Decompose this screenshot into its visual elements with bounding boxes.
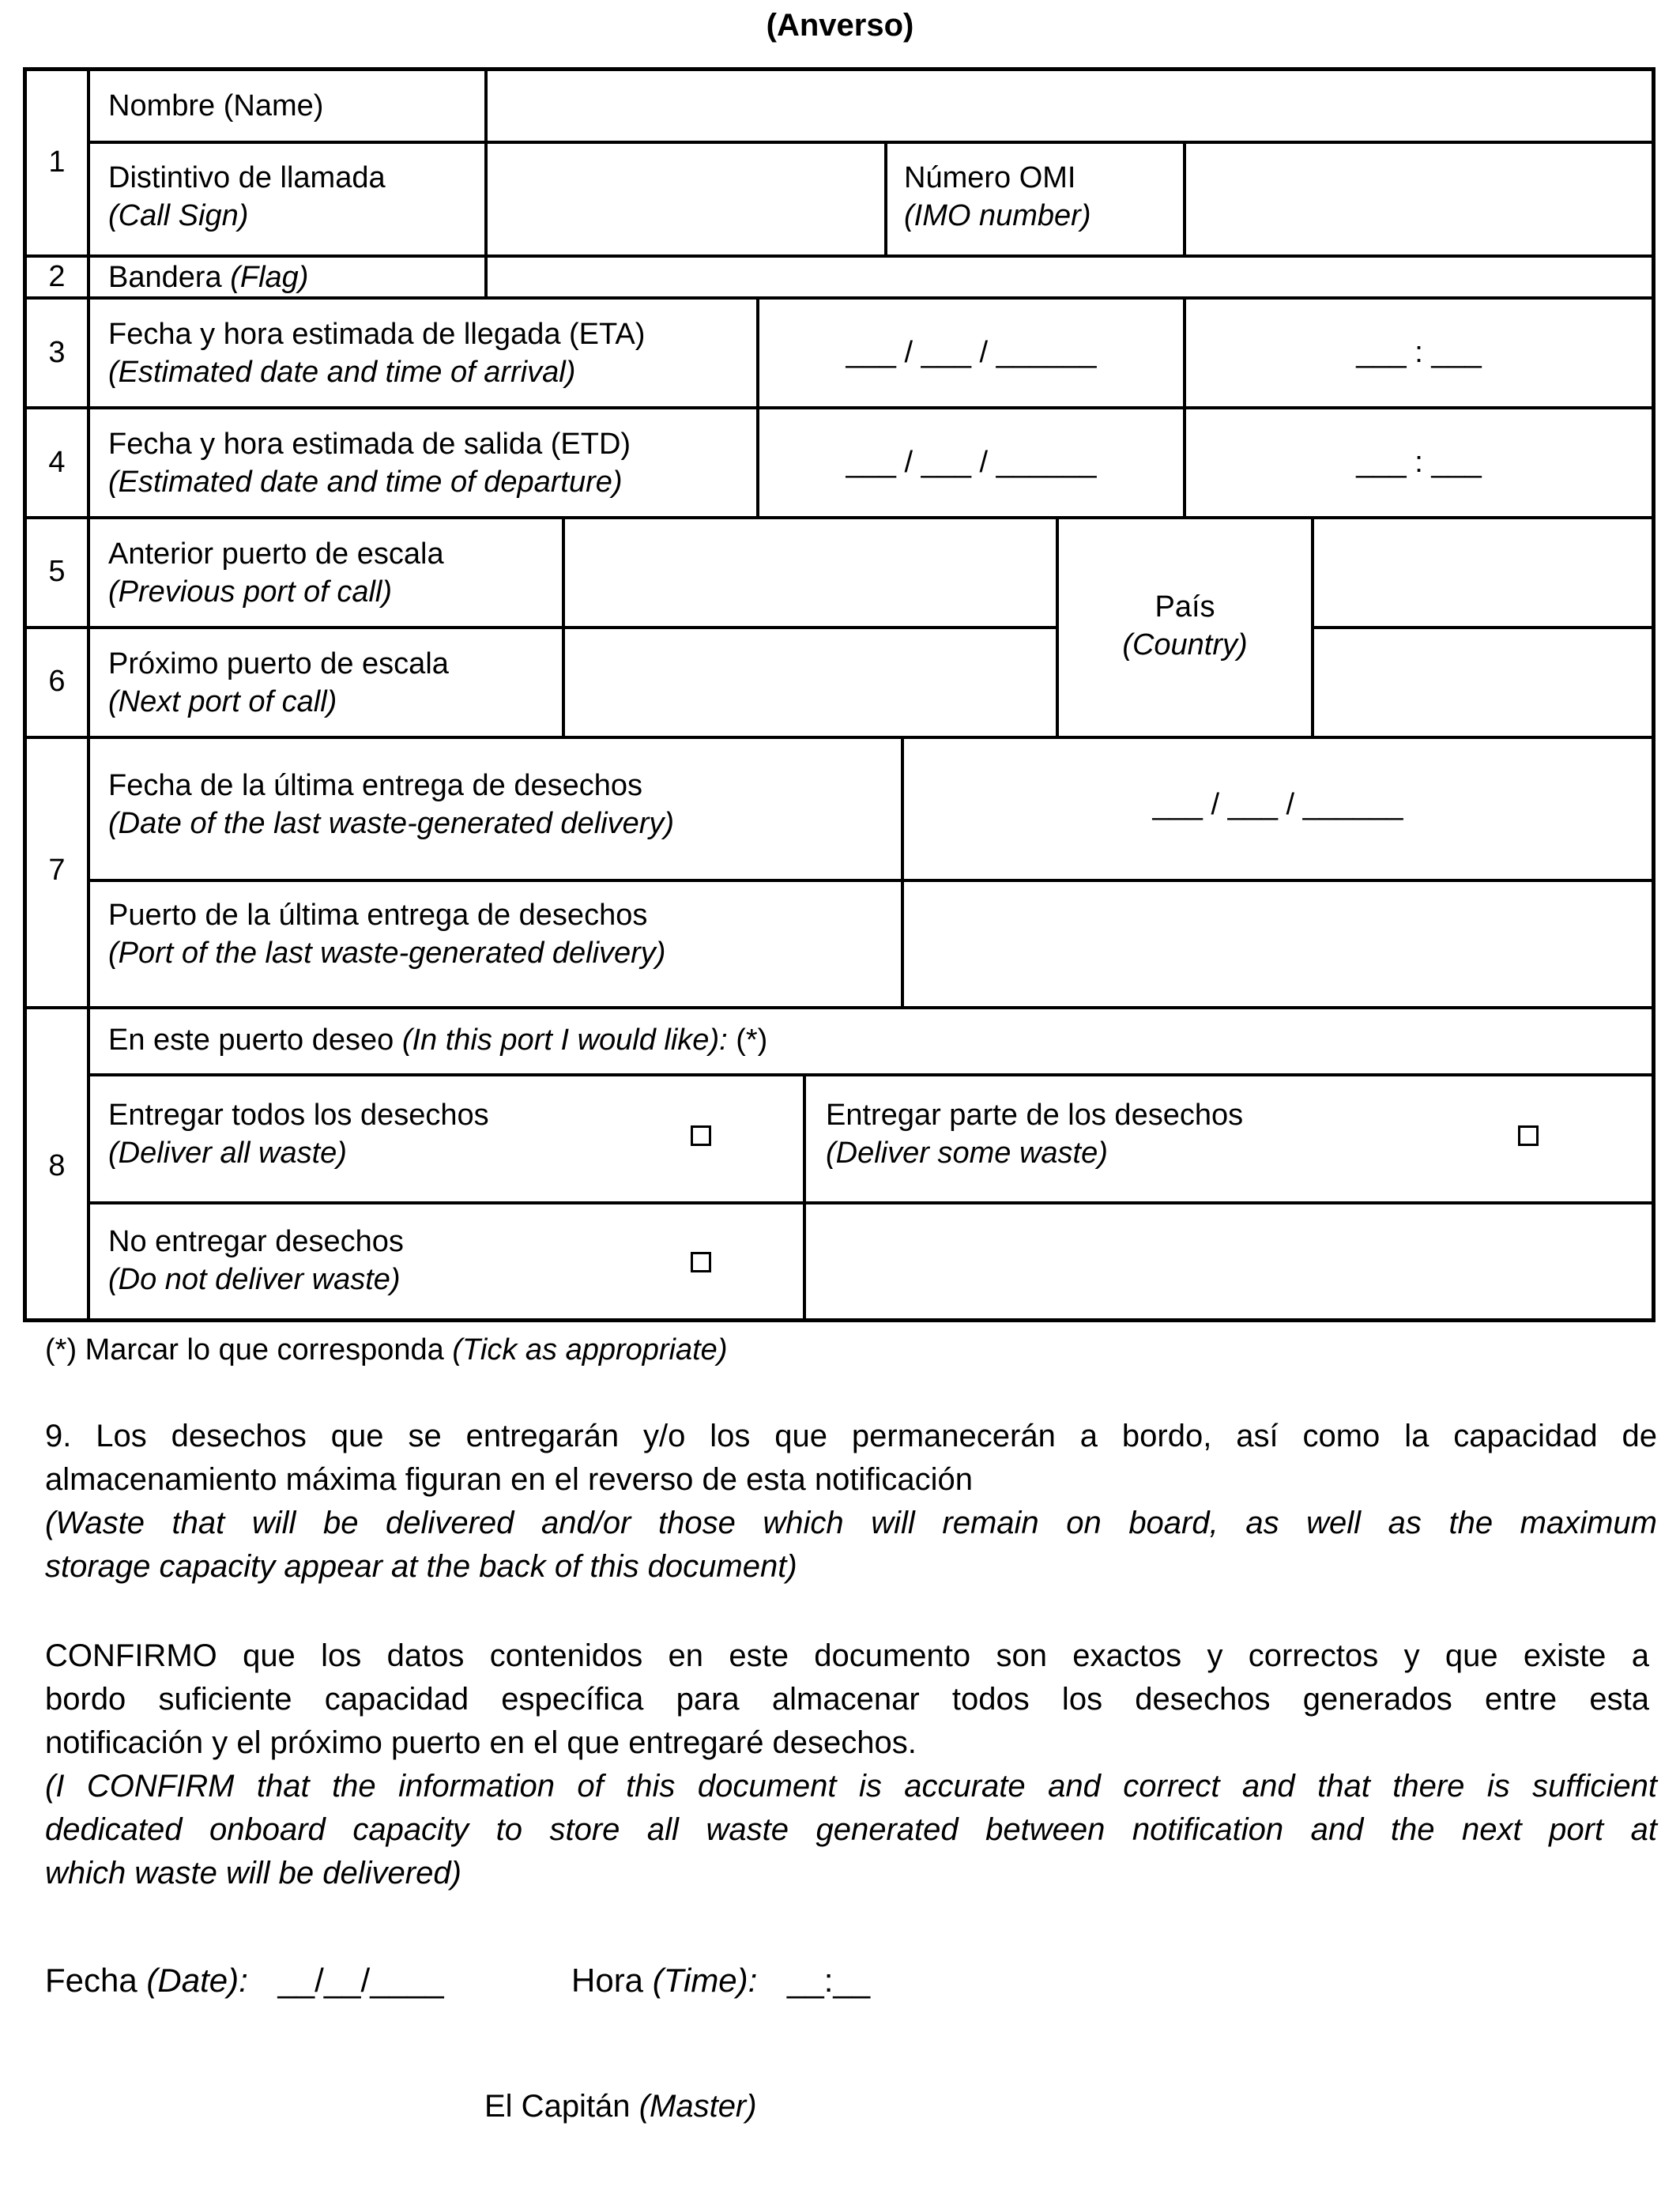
label-en: (Call Sign) xyxy=(108,199,249,232)
imo-label xyxy=(904,159,1090,235)
label-en: (Do not deliver waste) xyxy=(108,1263,401,1296)
deliver-all-label xyxy=(108,1096,489,1172)
col-divider xyxy=(756,296,759,516)
next-port-field[interactable] xyxy=(565,629,1056,736)
label-en: (IMO number) xyxy=(904,199,1091,232)
text-line: almacenamiento máxima figuran en el reverso de esta notificación xyxy=(45,1462,973,1497)
footnote-en: (Tick as appropriate) xyxy=(452,1333,728,1367)
label-en: (Estimated date and time of departure) xyxy=(108,466,623,499)
no-deliver-label xyxy=(108,1223,404,1299)
text-line: 9. Los desechos que se entregarán y/o los que permanecerán a bordo, así como la capacidad de xyxy=(45,1419,1657,1453)
row-divider xyxy=(27,736,1652,739)
row-number: 3 xyxy=(48,336,66,369)
eta-date-field[interactable]: ___ / ___ / ______ xyxy=(846,336,1097,369)
row-number: 5 xyxy=(48,555,66,588)
eta-time-field[interactable]: ___ : ___ xyxy=(1356,336,1482,369)
page-header: (Anverso) xyxy=(766,8,914,43)
sign-date xyxy=(45,1958,444,2002)
label-en: (Date of the last waste-generated delivery) xyxy=(108,807,675,840)
row-number: 8 xyxy=(48,1149,66,1182)
label-es: Distintivo de llamada xyxy=(108,161,386,194)
label-en: (In this port I would like): xyxy=(401,1023,728,1057)
text-line: notificación y el próximo puerto en el que entregaré desechos. xyxy=(45,1725,917,1760)
next-port-label xyxy=(108,645,449,721)
sign-date-field[interactable]: __/__/____ xyxy=(277,1962,444,1999)
footnote-mark: (*) xyxy=(736,1023,768,1057)
number-column-divider xyxy=(87,71,90,1318)
row-number: 4 xyxy=(48,446,66,479)
text-line: dedicated onboard capacity to store all waste generated between notification and the next port at xyxy=(45,1812,1657,1847)
confirmation-paragraph-en xyxy=(45,1765,1657,1895)
previous-port-field[interactable] xyxy=(565,519,1056,626)
label-es: Próximo puerto de escala xyxy=(108,647,449,680)
label-es: Hora xyxy=(571,1962,644,1999)
label-es: No entregar desechos xyxy=(108,1225,404,1258)
label-es: Fecha y hora estimada de salida (ETD) xyxy=(108,428,631,461)
footnote-es: (*) Marcar lo que corresponda xyxy=(45,1333,444,1367)
paragraph-9 xyxy=(45,1415,1657,1589)
label-en: (Name) xyxy=(223,89,324,123)
label-en: (Port of the last waste-generated delivery) xyxy=(108,937,666,970)
label-en: (Date): xyxy=(146,1962,248,1999)
master-signature xyxy=(484,2085,757,2128)
deliver-some-label xyxy=(826,1096,1243,1172)
label-es: Bandera xyxy=(108,261,222,294)
flag-label xyxy=(108,258,308,296)
row-number: 6 xyxy=(48,665,66,698)
row-number: 2 xyxy=(48,260,66,293)
label-en: (Deliver all waste) xyxy=(108,1137,347,1170)
label-en: (Deliver some waste) xyxy=(826,1137,1108,1170)
label-en: (Next port of call) xyxy=(108,685,337,718)
callsign-field[interactable] xyxy=(488,144,884,254)
text-line: CONFIRMO que los datos contenidos en este documento son exactos y correctos y que existe a xyxy=(45,1638,1649,1673)
etd-label xyxy=(108,425,631,501)
label-en: (Time): xyxy=(652,1962,758,1999)
deliver-some-checkbox[interactable] xyxy=(1518,1125,1539,1146)
sign-time-field[interactable]: __:__ xyxy=(787,1962,871,1999)
label-en: (Master) xyxy=(638,2089,757,2124)
label-es: País xyxy=(1155,590,1215,624)
row-number: 1 xyxy=(48,145,66,179)
eta-label xyxy=(108,315,645,391)
row-divider xyxy=(27,296,1652,300)
row-number: 7 xyxy=(48,854,66,887)
country-label xyxy=(1059,588,1311,664)
label-en: (Flag) xyxy=(230,261,309,294)
no-deliver-checkbox[interactable] xyxy=(691,1252,711,1272)
flag-field[interactable] xyxy=(488,258,1652,296)
last-delivery-date-label xyxy=(108,767,674,843)
col-divider xyxy=(803,1073,806,1318)
label-es: Fecha y hora estimada de llegada (ETA) xyxy=(108,318,646,351)
etd-time-field[interactable]: ___ : ___ xyxy=(1356,446,1482,479)
label-es: Anterior puerto de escala xyxy=(108,537,444,571)
last-delivery-port-label xyxy=(108,896,665,972)
label-es: Entregar parte de los desechos xyxy=(826,1099,1244,1132)
label-es: Número OMI xyxy=(904,161,1076,194)
label-es: Entregar todos los desechos xyxy=(108,1099,489,1132)
footnote xyxy=(45,1331,727,1369)
imo-field[interactable] xyxy=(1186,144,1652,254)
notification-table xyxy=(23,67,1656,1322)
row-divider xyxy=(90,1201,1652,1204)
label-es: Fecha xyxy=(45,1962,137,1999)
last-delivery-date-field[interactable]: ___ / ___ / ______ xyxy=(1152,788,1403,821)
deliver-all-checkbox[interactable] xyxy=(691,1125,711,1146)
text-line: bordo suficiente capacidad específica para almacenar todos los desechos generados entre esta xyxy=(45,1682,1649,1717)
last-delivery-port-field[interactable] xyxy=(904,882,1652,1006)
row-divider xyxy=(90,1073,1652,1076)
label-en: (Estimated date and time of arrival) xyxy=(108,356,576,389)
row-divider xyxy=(27,1006,1652,1009)
col-divider xyxy=(884,141,887,254)
text-line: storage capacity appear at the back of this document) xyxy=(45,1549,797,1584)
text-line: (Waste that will be delivered and/or those which will remain on board, as well as the maximum xyxy=(45,1506,1657,1540)
label-es: Fecha de la última entrega de desechos xyxy=(108,769,642,802)
label-en: (Previous port of call) xyxy=(108,575,393,609)
name-label xyxy=(108,87,323,125)
text-line: which waste will be delivered) xyxy=(45,1856,461,1891)
previous-country-field[interactable] xyxy=(1314,519,1652,626)
text-line: (I CONFIRM that the information of this document is accurate and correct and that there is sufficient xyxy=(45,1769,1657,1804)
callsign-label xyxy=(108,159,386,235)
next-country-field[interactable] xyxy=(1314,629,1652,736)
label-en: (Country) xyxy=(1122,628,1248,662)
label-es: Puerto de la última entrega de desechos xyxy=(108,899,648,932)
sign-time xyxy=(571,1958,870,2002)
etd-date-field[interactable]: ___ / ___ / ______ xyxy=(846,446,1097,479)
row-divider xyxy=(27,406,1652,409)
confirmation-paragraph xyxy=(45,1634,1649,1765)
label-es: Nombre xyxy=(108,89,216,123)
previous-port-label xyxy=(108,535,444,611)
wish-intro-label xyxy=(108,1021,767,1059)
col-divider xyxy=(1183,296,1186,516)
label-es: En este puerto deseo xyxy=(108,1023,394,1057)
label-es: El Capitán xyxy=(484,2089,631,2124)
name-field[interactable] xyxy=(488,71,1652,141)
